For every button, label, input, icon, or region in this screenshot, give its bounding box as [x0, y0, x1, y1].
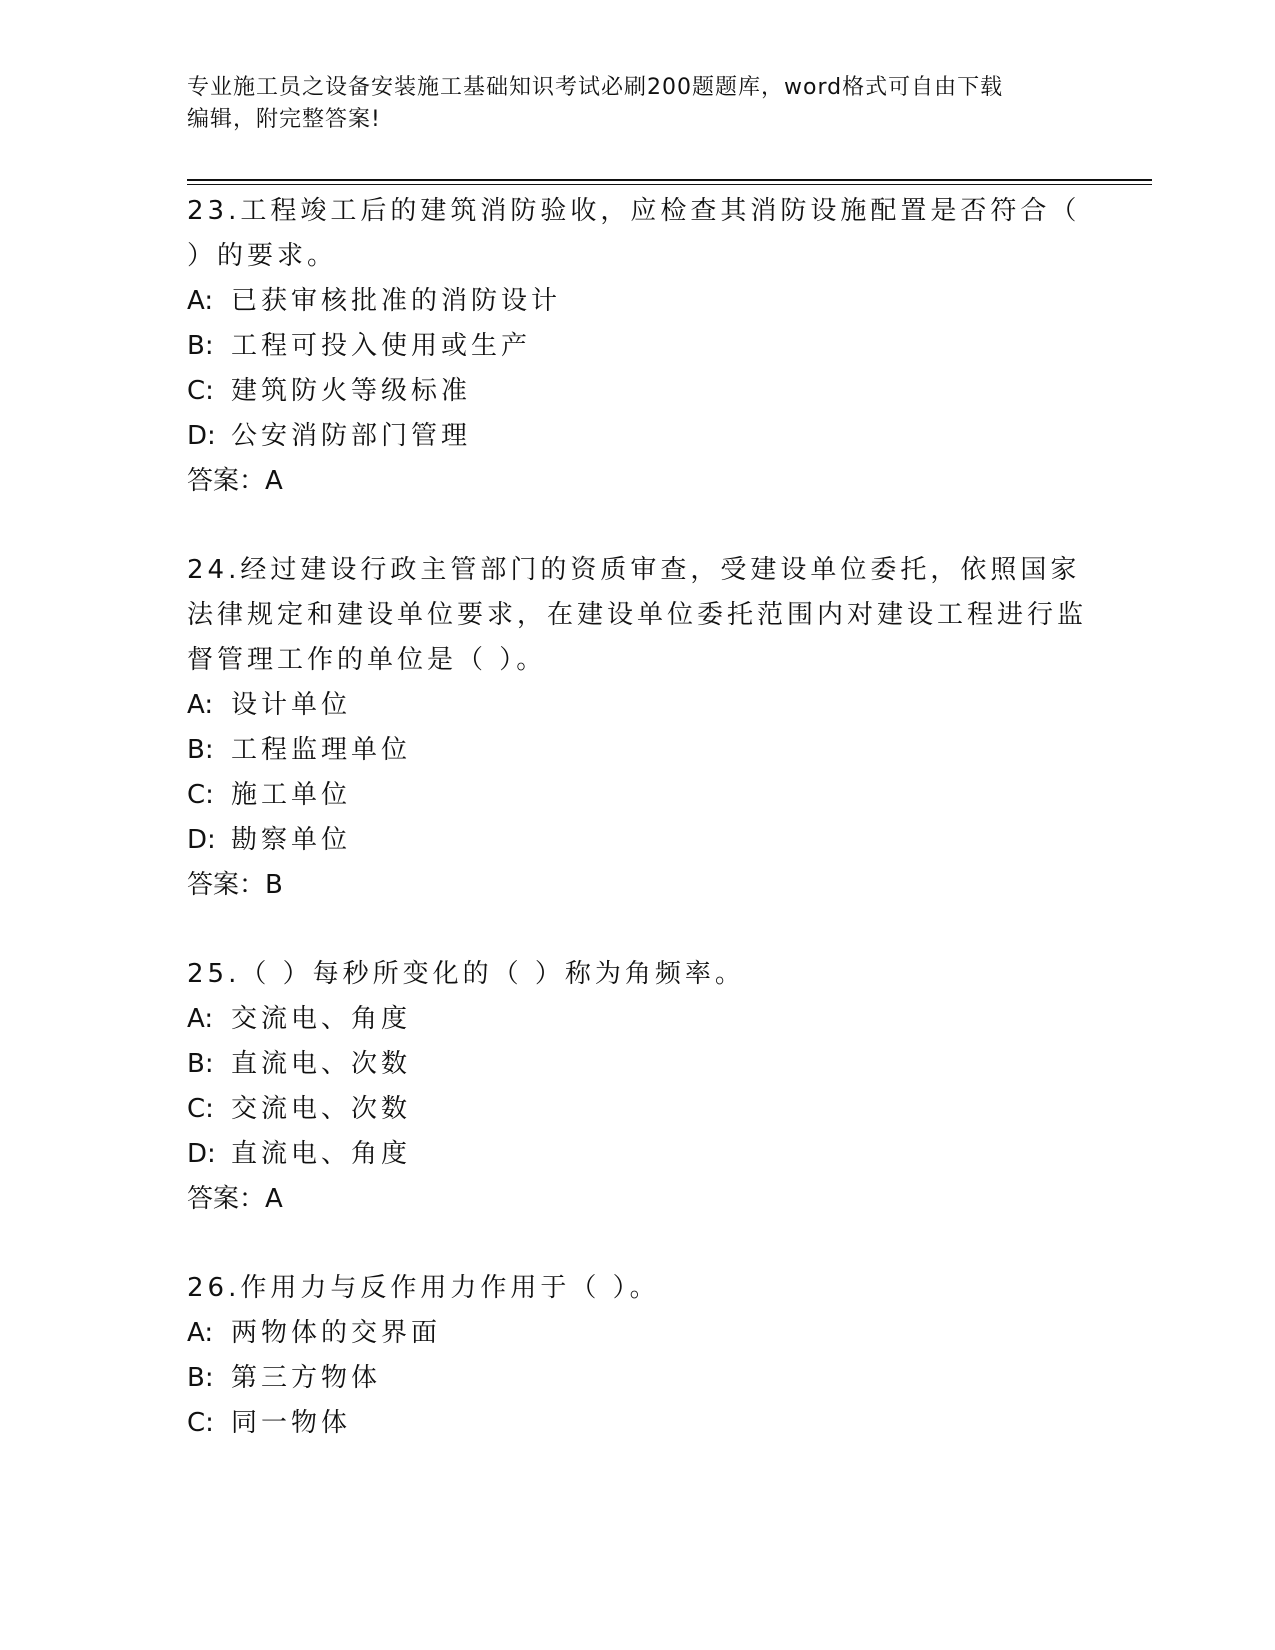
option-text: 勘察单位 — [231, 825, 352, 855]
option-d — [187, 818, 1087, 863]
option-text: 工程监理单位 — [231, 735, 412, 765]
option-b — [187, 728, 1087, 773]
question-23 — [187, 189, 1087, 504]
option-d — [187, 1132, 1087, 1177]
question-stem: 25.（ ）每秒所变化的（ ）称为角频率。 — [187, 959, 745, 989]
option-text: 建筑防火等级标准 — [231, 376, 472, 406]
option-text: 直流电、次数 — [231, 1049, 412, 1079]
question-stem: 24.经过建设行政主管部门的资质审查，受建设单位委托，依照国家法律规定和建设单位要求，在建设单位委托范围内对建设工程进行监督管理工作的单位是（ ）。 — [187, 555, 1088, 675]
option-letter: A: — [187, 1318, 214, 1348]
option-b — [187, 1042, 1087, 1087]
question-stem: 26.作用力与反作用力作用于（ ）。 — [187, 1273, 660, 1303]
answer-line: 答案：A — [187, 1184, 283, 1214]
option-letter: D: — [187, 421, 216, 451]
option-a — [187, 279, 1087, 324]
question-stem: 23.工程竣工后的建筑消防验收，应检查其消防设施配置是否符合（ ）的要求。 — [187, 196, 1081, 271]
option-text: 施工单位 — [231, 780, 352, 810]
option-d — [187, 414, 1087, 459]
option-letter: A: — [187, 286, 214, 316]
option-text: 公安消防部门管理 — [231, 421, 472, 451]
question-25 — [187, 952, 1087, 1222]
option-text: 第三方物体 — [231, 1363, 382, 1393]
option-text: 两物体的交界面 — [231, 1318, 442, 1348]
option-letter: A: — [187, 1004, 214, 1034]
option-letter: B: — [187, 1049, 214, 1079]
option-text: 交流电、角度 — [231, 1004, 412, 1034]
option-a — [187, 683, 1087, 728]
option-text: 直流电、角度 — [231, 1139, 412, 1169]
answer-line: 答案：A — [187, 466, 283, 496]
option-letter: A: — [187, 690, 214, 720]
question-26 — [187, 1266, 1087, 1446]
option-a — [187, 1311, 1087, 1356]
document-header — [187, 72, 1067, 136]
option-letter: C: — [187, 1408, 214, 1438]
option-text: 设计单位 — [231, 690, 352, 720]
header-title-line-2: 编辑，附完整答案! — [187, 107, 381, 132]
question-24 — [187, 548, 1087, 908]
option-text: 同一物体 — [231, 1408, 352, 1438]
option-letter: B: — [187, 331, 214, 361]
option-letter: C: — [187, 780, 214, 810]
option-text: 工程可投入使用或生产 — [231, 331, 532, 361]
option-b — [187, 1356, 1087, 1401]
header-divider-thin — [187, 184, 1152, 185]
option-letter: C: — [187, 376, 214, 406]
option-letter: B: — [187, 735, 214, 765]
option-text: 交流电、次数 — [231, 1094, 412, 1124]
question-list — [187, 189, 1087, 1490]
option-c — [187, 773, 1087, 818]
option-c — [187, 1401, 1087, 1446]
option-c — [187, 369, 1087, 414]
answer-line: 答案：B — [187, 870, 283, 900]
option-a — [187, 997, 1087, 1042]
option-letter: D: — [187, 1139, 216, 1169]
option-letter: D: — [187, 825, 216, 855]
option-letter: B: — [187, 1363, 214, 1393]
option-letter: C: — [187, 1094, 214, 1124]
option-b — [187, 324, 1087, 369]
option-text: 已获审核批准的消防设计 — [231, 286, 562, 316]
header-divider-thick — [187, 179, 1152, 181]
header-title-line-1: 专业施工员之设备安装施工基础知识考试必刷200题题库，word格式可自由下载 — [187, 75, 1004, 100]
option-c — [187, 1087, 1087, 1132]
